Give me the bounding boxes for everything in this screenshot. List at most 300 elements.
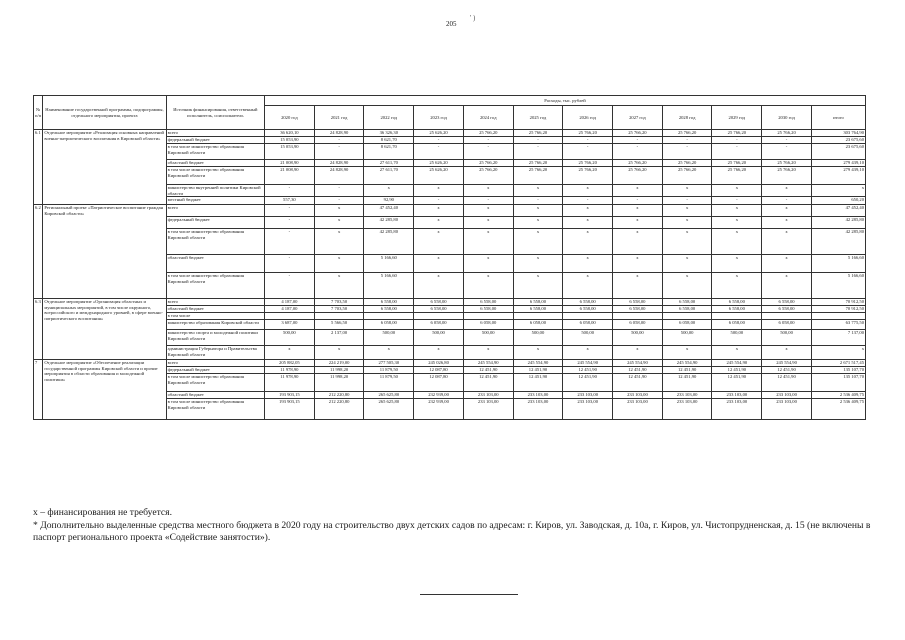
- value-cell: 500,00: [414, 330, 464, 346]
- value-cell: [563, 313, 613, 320]
- value-cell: x: [463, 205, 513, 217]
- value-cell: 500,00: [662, 330, 712, 346]
- value-cell: 12 451,90: [712, 374, 762, 392]
- value-cell: 5 166,60: [364, 273, 414, 299]
- value-cell: 245 554,90: [613, 360, 663, 367]
- header-expenses: Расходы, тыс. рублей: [265, 96, 866, 106]
- value-cell: 6 558,00: [613, 306, 663, 313]
- value-total: 2 536 409,75: [811, 392, 865, 399]
- value-cell: 245 554,90: [712, 360, 762, 367]
- value-cell: 12 451,90: [463, 374, 513, 392]
- row-number: 6.2: [34, 205, 43, 299]
- header-name: Наименование государственной программы, подпрограммы, отдельного мероприятия, проекта: [43, 96, 166, 130]
- funding-source: министерство внутренней политики Кировской области: [166, 185, 264, 197]
- header-source: Источник финансирования, ответственный исполнитель, соисполнитель: [166, 96, 264, 130]
- value-cell: -: [563, 197, 613, 205]
- value-cell: 24 828,90: [314, 130, 364, 137]
- table-row: [34, 360, 866, 367]
- value-cell: 6 558,00: [463, 299, 513, 306]
- value-cell: x: [662, 273, 712, 299]
- value-cell: x: [662, 185, 712, 197]
- value-cell: x: [613, 217, 663, 229]
- value-cell: -: [314, 144, 364, 160]
- value-cell: 11 879,50: [364, 367, 414, 374]
- value-cell: x: [364, 185, 414, 197]
- value-cell: x: [712, 217, 762, 229]
- value-cell: [712, 313, 762, 320]
- value-cell: 7 703,50: [314, 306, 364, 313]
- value-cell: 8 621,70: [364, 144, 414, 160]
- value-cell: -: [265, 229, 315, 255]
- value-cell: 233 103,00: [762, 392, 812, 399]
- value-cell: x: [563, 273, 613, 299]
- value-cell: 42 285,80: [364, 217, 414, 229]
- value-cell: 6 558,00: [414, 306, 464, 313]
- value-cell: 245 026,80: [414, 360, 464, 367]
- value-cell: 6 058,00: [662, 320, 712, 330]
- value-cell: 6 558,00: [712, 299, 762, 306]
- value-total: 42 285,80: [811, 217, 865, 229]
- value-cell: 4 187,00: [265, 306, 315, 313]
- value-cell: 500,00: [364, 330, 414, 346]
- value-cell: 500,00: [463, 330, 513, 346]
- value-cell: 25 766,20: [762, 160, 812, 167]
- header-num: № п/п: [34, 96, 43, 130]
- header-year: 2030 год: [762, 106, 812, 130]
- value-cell: [613, 313, 663, 320]
- value-cell: [364, 313, 414, 320]
- value-cell: 11 998,20: [314, 367, 364, 374]
- value-cell: 500,00: [563, 330, 613, 346]
- value-cell: x: [314, 205, 364, 217]
- value-cell: 6 558,00: [364, 299, 414, 306]
- value-cell: 6 558,00: [513, 306, 563, 313]
- value-cell: [762, 313, 812, 320]
- value-cell: -: [314, 197, 364, 205]
- funding-source: областной бюджет: [166, 306, 264, 313]
- value-cell: 12 451,90: [613, 374, 663, 392]
- value-cell: 193 903,15: [265, 392, 315, 399]
- value-cell: x: [563, 255, 613, 273]
- value-cell: x: [513, 229, 563, 255]
- value-cell: 233 103,00: [662, 399, 712, 420]
- value-cell: 233 103,00: [513, 392, 563, 399]
- value-cell: 265 625,80: [364, 392, 414, 399]
- value-cell: x: [762, 273, 812, 299]
- value-total: 23 675,60: [811, 144, 865, 160]
- value-cell: 25 766,20: [513, 130, 563, 137]
- value-cell: 500,00: [613, 330, 663, 346]
- value-cell: 6 558,00: [563, 299, 613, 306]
- funding-source: в том числе: [166, 313, 264, 320]
- value-cell: -: [762, 144, 812, 160]
- value-cell: x: [513, 205, 563, 217]
- value-cell: 245 554,90: [513, 360, 563, 367]
- value-cell: x: [613, 346, 663, 360]
- value-cell: x: [364, 346, 414, 360]
- value-cell: x: [414, 273, 464, 299]
- value-cell: 500,00: [265, 330, 315, 346]
- value-cell: -: [463, 197, 513, 205]
- value-cell: 6 558,00: [662, 306, 712, 313]
- header-year: 2029 год: [712, 106, 762, 130]
- table-row: [34, 299, 866, 306]
- value-cell: -: [662, 197, 712, 205]
- header-year: 2023 год: [414, 106, 464, 130]
- row-number: 7: [34, 360, 43, 420]
- value-cell: x: [513, 255, 563, 273]
- value-cell: -: [463, 144, 513, 160]
- value-total: 279 439,10: [811, 160, 865, 167]
- value-cell: x: [563, 346, 613, 360]
- value-cell: 212 220,80: [314, 392, 364, 399]
- value-cell: 6 058,00: [364, 320, 414, 330]
- funding-source: в том числе министерство образования Кировской области: [166, 229, 264, 255]
- funding-source: в том числе министерство образования Кировской области: [166, 167, 264, 185]
- value-cell: 25 766,20: [463, 130, 513, 137]
- value-cell: -: [712, 197, 762, 205]
- value-cell: 265 625,80: [364, 399, 414, 420]
- value-cell: -: [414, 144, 464, 160]
- footnotes: [33, 507, 883, 545]
- funding-source: министерство спорта и молодежной политики Кировской области: [166, 330, 264, 346]
- funding-source: всего: [166, 360, 264, 367]
- value-cell: 11 879,50: [364, 374, 414, 392]
- value-cell: -: [662, 137, 712, 144]
- value-cell: 224 219,00: [314, 360, 364, 367]
- value-cell: 4 187,00: [265, 299, 315, 306]
- measure-name: Отдельное мероприятие «Реализация основных направлений военно-патриотического воспитания в Кировской области»: [43, 130, 166, 205]
- value-cell: 5 166,60: [364, 255, 414, 273]
- row-number: 6.3: [34, 299, 43, 360]
- value-cell: x: [762, 255, 812, 273]
- funding-source: в том числе министерство образования Кировской области: [166, 374, 264, 392]
- header-year: 2026 год: [563, 106, 613, 130]
- value-cell: 232 939,00: [414, 392, 464, 399]
- funding-source: администрация Губернатора и Правительства Кировской области: [166, 346, 264, 360]
- value-cell: x: [414, 217, 464, 229]
- value-cell: 6 558,00: [513, 299, 563, 306]
- value-cell: 233 103,00: [712, 399, 762, 420]
- value-total: 650,20: [811, 197, 865, 205]
- funding-source: министерство образования Кировской области: [166, 320, 264, 330]
- value-total: 42 285,80: [811, 229, 865, 255]
- value-cell: 233 103,00: [662, 392, 712, 399]
- value-cell: 233 103,00: [563, 392, 613, 399]
- value-cell: -: [613, 144, 663, 160]
- value-cell: x: [613, 255, 663, 273]
- value-cell: x: [712, 185, 762, 197]
- value-cell: 2 137,00: [314, 330, 364, 346]
- value-cell: 25 766,20: [762, 167, 812, 185]
- value-cell: 245 554,90: [762, 360, 812, 367]
- value-cell: 27 611,70: [364, 160, 414, 167]
- bottom-rule: [420, 594, 518, 595]
- value-total: 5 166,60: [811, 255, 865, 273]
- header-year: 2021 год: [314, 106, 364, 130]
- value-cell: x: [712, 229, 762, 255]
- value-cell: x: [463, 346, 513, 360]
- value-cell: x: [563, 185, 613, 197]
- value-cell: [463, 313, 513, 320]
- value-cell: -: [613, 197, 663, 205]
- value-cell: 6 558,00: [463, 306, 513, 313]
- value-cell: x: [513, 185, 563, 197]
- value-cell: 12 451,90: [762, 374, 812, 392]
- funding-source: местный бюджет: [166, 197, 264, 205]
- value-cell: x: [314, 229, 364, 255]
- value-cell: x: [513, 273, 563, 299]
- value-cell: 6 558,00: [613, 299, 663, 306]
- value-cell: 27 611,70: [364, 167, 414, 185]
- value-cell: 21 008,90: [265, 167, 315, 185]
- value-cell: 47 452,40: [364, 205, 414, 217]
- value-cell: x: [463, 255, 513, 273]
- value-cell: -: [513, 197, 563, 205]
- value-cell: 25 766,20: [712, 130, 762, 137]
- value-cell: 557,30: [265, 197, 315, 205]
- value-total: 135 107,70: [811, 367, 865, 374]
- value-cell: -: [265, 255, 315, 273]
- value-total: 2 536 409,75: [811, 399, 865, 420]
- value-cell: 12 451,90: [613, 367, 663, 374]
- value-cell: 6 558,00: [762, 306, 812, 313]
- value-cell: x: [314, 255, 364, 273]
- value-cell: 500,00: [762, 330, 812, 346]
- value-cell: 12 087,80: [414, 374, 464, 392]
- value-cell: -: [463, 137, 513, 144]
- value-cell: x: [414, 185, 464, 197]
- header-year: 2024 год: [463, 106, 513, 130]
- value-cell: x: [314, 217, 364, 229]
- footnote-x: х – финансирования не требуется.: [33, 507, 172, 518]
- value-cell: x: [414, 346, 464, 360]
- value-cell: -: [762, 137, 812, 144]
- value-cell: x: [762, 205, 812, 217]
- value-total: 135 107,70: [811, 374, 865, 392]
- value-cell: 6 058,00: [513, 320, 563, 330]
- value-cell: 25 626,20: [414, 160, 464, 167]
- value-cell: 36 326,30: [364, 130, 414, 137]
- value-cell: -: [513, 144, 563, 160]
- header-year: 2027 год: [613, 106, 663, 130]
- value-cell: x: [762, 229, 812, 255]
- value-cell: x: [463, 229, 513, 255]
- value-cell: 12 087,80: [414, 367, 464, 374]
- value-cell: 7 703,50: [314, 299, 364, 306]
- value-cell: 232 939,00: [414, 399, 464, 420]
- value-cell: -: [265, 273, 315, 299]
- measure-name: Региональный проект «Патриотическое воспитание граждан Кировской области»: [43, 205, 166, 299]
- value-total: 279 439,10: [811, 167, 865, 185]
- value-cell: 12 451,90: [662, 374, 712, 392]
- value-total: 70 912,50: [811, 306, 865, 313]
- value-cell: x: [463, 273, 513, 299]
- header-year: 2020 год: [265, 106, 315, 130]
- value-cell: x: [513, 217, 563, 229]
- value-cell: 12 451,90: [463, 367, 513, 374]
- corner-mark: ' ): [470, 14, 476, 22]
- value-cell: x: [563, 229, 613, 255]
- table-row: [34, 130, 866, 137]
- funding-source: федеральный бюджет: [166, 137, 264, 144]
- value-cell: x: [314, 346, 364, 360]
- value-cell: x: [712, 205, 762, 217]
- value-cell: 6 558,00: [414, 299, 464, 306]
- value-cell: 15 053,90: [265, 137, 315, 144]
- value-cell: 11 978,90: [265, 374, 315, 392]
- value-cell: 500,00: [513, 330, 563, 346]
- value-cell: x: [662, 205, 712, 217]
- value-total: 303 764,90: [811, 130, 865, 137]
- value-cell: 6 558,00: [563, 306, 613, 313]
- value-cell: 12 451,90: [712, 367, 762, 374]
- value-cell: 3 687,00: [265, 320, 315, 330]
- value-cell: x: [265, 346, 315, 360]
- value-cell: 25 766,20: [662, 160, 712, 167]
- funding-source: областной бюджет: [166, 392, 264, 399]
- value-cell: 25 766,20: [513, 167, 563, 185]
- value-cell: x: [414, 255, 464, 273]
- value-total: 70 912,50: [811, 299, 865, 306]
- value-cell: x: [463, 217, 513, 229]
- value-cell: -: [613, 137, 663, 144]
- value-cell: 245 554,90: [662, 360, 712, 367]
- value-cell: 92,90: [364, 197, 414, 205]
- value-cell: x: [662, 217, 712, 229]
- funding-source: областной бюджет: [166, 255, 264, 273]
- value-cell: 25 766,20: [563, 160, 613, 167]
- value-cell: 25 766,20: [712, 167, 762, 185]
- value-cell: 233 103,00: [463, 399, 513, 420]
- header-year: 2028 год: [662, 106, 712, 130]
- value-cell: x: [314, 273, 364, 299]
- funding-source: в том числе министерство образования Кировской области: [166, 144, 264, 160]
- value-cell: -: [414, 137, 464, 144]
- value-cell: 11 998,20: [314, 374, 364, 392]
- value-cell: 233 103,00: [513, 399, 563, 420]
- value-cell: x: [463, 185, 513, 197]
- value-cell: -: [762, 197, 812, 205]
- value-cell: 212 220,80: [314, 399, 364, 420]
- value-cell: 6 558,00: [712, 306, 762, 313]
- value-cell: 24 828,90: [314, 160, 364, 167]
- value-cell: x: [613, 229, 663, 255]
- value-total: [811, 313, 865, 320]
- value-cell: 6 058,00: [613, 320, 663, 330]
- value-cell: x: [762, 185, 812, 197]
- table-row: [34, 205, 866, 217]
- value-cell: [414, 313, 464, 320]
- funding-source: в том числе министерство образования Кировской области: [166, 399, 264, 420]
- value-cell: 6 558,00: [762, 299, 812, 306]
- value-cell: 25 766,20: [712, 160, 762, 167]
- value-cell: 6 058,00: [414, 320, 464, 330]
- value-cell: 25 766,20: [613, 130, 663, 137]
- value-cell: 233 103,00: [613, 392, 663, 399]
- value-cell: x: [414, 205, 464, 217]
- value-cell: 42 285,80: [364, 229, 414, 255]
- value-cell: 233 103,00: [563, 399, 613, 420]
- value-cell: x: [563, 205, 613, 217]
- value-cell: 12 451,90: [762, 367, 812, 374]
- value-cell: -: [314, 185, 364, 197]
- value-cell: x: [563, 217, 613, 229]
- value-total: 47 452,40: [811, 205, 865, 217]
- value-cell: 25 766,20: [662, 130, 712, 137]
- value-cell: 25 766,20: [463, 167, 513, 185]
- value-cell: 6 558,00: [364, 306, 414, 313]
- value-total: 7 137,00: [811, 330, 865, 346]
- value-cell: 36 620,10: [265, 130, 315, 137]
- header-year: 2025 год: [513, 106, 563, 130]
- value-cell: 500,00: [712, 330, 762, 346]
- page-number: 205: [446, 20, 457, 28]
- value-cell: 233 103,00: [613, 399, 663, 420]
- value-cell: 12 451,90: [513, 367, 563, 374]
- value-cell: 193 903,15: [265, 399, 315, 420]
- value-cell: x: [414, 229, 464, 255]
- value-cell: -: [712, 137, 762, 144]
- value-cell: 25 766,20: [613, 167, 663, 185]
- value-cell: 205 882,05: [265, 360, 315, 367]
- value-cell: 6 058,00: [563, 320, 613, 330]
- value-cell: 15 053,90: [265, 144, 315, 160]
- funding-source: всего: [166, 299, 264, 306]
- value-cell: -: [563, 137, 613, 144]
- value-cell: 12 451,90: [513, 374, 563, 392]
- value-cell: 25 766,20: [662, 167, 712, 185]
- value-cell: 12 451,90: [662, 367, 712, 374]
- value-cell: -: [662, 144, 712, 160]
- value-cell: x: [662, 229, 712, 255]
- row-number: 6.1: [34, 130, 43, 205]
- value-total: x: [811, 185, 865, 197]
- value-cell: 11 978,90: [265, 367, 315, 374]
- value-cell: 6 058,00: [712, 320, 762, 330]
- value-cell: 6 058,00: [463, 320, 513, 330]
- funding-source: областной бюджет: [166, 160, 264, 167]
- measure-name: Отдельное мероприятие «Организация областных и муниципальных мероприятий, в том числе окружного, всероссийского и международного уровней, в сфере военно-патриотического воспитания»: [43, 299, 166, 360]
- funding-source: всего: [166, 130, 264, 137]
- value-total: 23 675,60: [811, 137, 865, 144]
- value-cell: x: [613, 205, 663, 217]
- value-cell: 21 008,90: [265, 160, 315, 167]
- funding-source: в том числе министерство образования Кировской области: [166, 273, 264, 299]
- value-cell: 25 766,20: [513, 160, 563, 167]
- value-cell: 25 626,20: [414, 130, 464, 137]
- value-cell: 25 766,20: [563, 130, 613, 137]
- value-cell: x: [712, 346, 762, 360]
- value-cell: x: [762, 217, 812, 229]
- value-cell: 25 766,20: [463, 160, 513, 167]
- value-cell: 245 554,90: [463, 360, 513, 367]
- value-cell: 277 505,30: [364, 360, 414, 367]
- footnote-asterisk: * Дополнительно выделенные средства местного бюджета в 2020 году на строительство двух детских садов по адресам: г. Киров, ул. Заводская, д. 10а, г. Киров, ул. Чистопрудненская, д. 15 (не включены в паспорт регионального проекта «Содействие занятости»).: [33, 519, 871, 544]
- value-cell: [314, 313, 364, 320]
- value-cell: [265, 313, 315, 320]
- value-cell: 233 103,00: [762, 399, 812, 420]
- value-cell: 233 103,00: [463, 392, 513, 399]
- value-cell: 5 566,50: [314, 320, 364, 330]
- funding-source: федеральный бюджет: [166, 217, 264, 229]
- value-cell: -: [265, 205, 315, 217]
- value-cell: x: [613, 185, 663, 197]
- value-total: 2 671 517,45: [811, 360, 865, 367]
- value-cell: x: [712, 273, 762, 299]
- value-cell: 6 058,00: [762, 320, 812, 330]
- value-cell: x: [513, 346, 563, 360]
